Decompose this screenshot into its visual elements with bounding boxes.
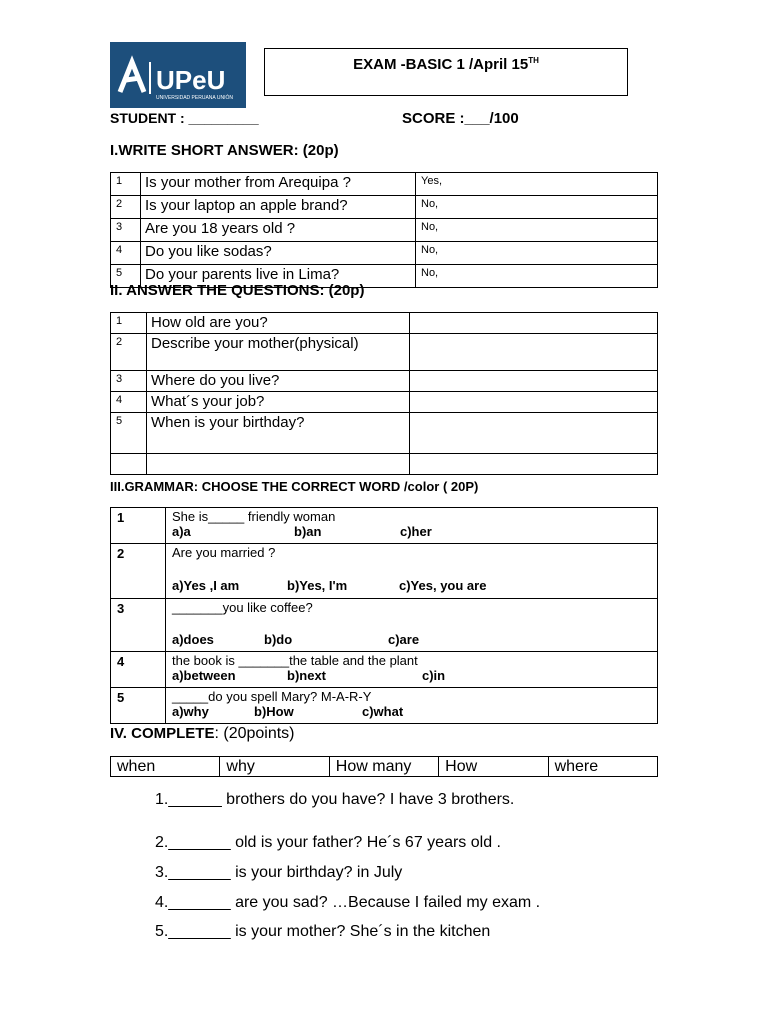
option-a[interactable]: a)between <box>172 668 236 683</box>
university-logo <box>110 42 246 108</box>
table-row <box>111 334 658 371</box>
item-content <box>166 652 658 688</box>
question-text: Do your parents live in Lima? <box>141 265 416 288</box>
item-content <box>166 599 658 652</box>
table-row <box>111 196 658 219</box>
answer-cell[interactable]: No, <box>416 265 658 288</box>
option-c[interactable]: c)her <box>400 524 432 539</box>
item-stem: Are you married ? <box>172 545 276 560</box>
word-bank <box>110 756 658 777</box>
row-number: 5 <box>111 265 141 288</box>
word-bank-item: when <box>111 757 220 777</box>
row-number: 3 <box>111 219 141 242</box>
table-row <box>111 173 658 196</box>
item-options <box>172 632 657 648</box>
answer-questions-table <box>110 312 658 475</box>
empty-cell <box>111 454 147 475</box>
empty-cell <box>147 454 410 475</box>
option-c[interactable]: c)what <box>362 704 404 719</box>
option-b[interactable]: b)do <box>264 632 293 647</box>
section4-title-rest: : (20points) <box>214 725 295 742</box>
answer-cell[interactable] <box>410 334 658 371</box>
word-bank-item: where <box>548 757 657 777</box>
table-row <box>111 757 658 777</box>
table-row <box>111 313 658 334</box>
answer-cell[interactable] <box>410 454 658 475</box>
word-bank-item: How <box>439 757 548 777</box>
section4-title <box>110 725 295 743</box>
word-bank-item: How many <box>329 757 438 777</box>
answer-cell[interactable]: Yes, <box>416 173 658 196</box>
question-text: Is your mother from Arequipa ? <box>141 173 416 196</box>
item-stem: _____do you spell Mary? M-A-R-Y <box>172 689 372 704</box>
section4-title-bold: IV. COMPLETE <box>110 725 215 742</box>
table-row <box>111 652 658 688</box>
exercise-item: 1.______ brothers do you have? I have 3 brothers. <box>155 791 515 808</box>
item-stem: She is_____ friendly woman <box>172 509 336 524</box>
row-number: 2 <box>111 196 141 219</box>
item-number: 3 <box>111 599 166 652</box>
student-label: STUDENT : _________ <box>110 110 259 126</box>
table-row <box>111 544 658 599</box>
item-options <box>172 578 657 594</box>
item-content <box>166 544 658 599</box>
question-text: Describe your mother(physical) <box>147 334 410 371</box>
row-number: 4 <box>111 242 141 265</box>
score-label: SCORE :___/100 <box>402 110 519 127</box>
table-row <box>111 454 658 475</box>
section3-title: III.GRAMMAR: CHOOSE THE CORRECT WORD /color ( 20P) <box>110 479 479 494</box>
exam-title-box <box>264 48 628 96</box>
item-options <box>172 524 657 540</box>
option-b[interactable]: b)next <box>287 668 326 683</box>
option-a[interactable]: a)Yes ,I am <box>172 578 240 593</box>
exam-title-superscript: TH <box>528 56 539 65</box>
exercise-item: 3._______ is your birthday? in July <box>155 864 403 881</box>
answer-cell[interactable]: No, <box>416 219 658 242</box>
option-a[interactable]: a)a <box>172 524 191 539</box>
answer-cell[interactable]: No, <box>416 242 658 265</box>
exam-title: EXAM -BASIC 1 /April 15TH <box>353 56 539 73</box>
option-a[interactable]: a)does <box>172 632 214 647</box>
row-number: 5 <box>111 413 147 454</box>
logo-subtext: UNIVERSIDAD PERUANA UNIÓN <box>156 95 233 101</box>
item-number: 1 <box>111 508 166 544</box>
table-row <box>111 508 658 544</box>
exercise-item: 2._______ old is your father? He´s 67 years old . <box>155 834 501 851</box>
logo-text: UPeU <box>156 65 226 95</box>
item-content <box>166 688 658 724</box>
option-c[interactable]: c)Yes, you are <box>399 578 487 593</box>
question-text: What´s your job? <box>147 392 410 413</box>
option-b[interactable]: b)How <box>254 704 294 719</box>
row-number: 3 <box>111 371 147 392</box>
answer-cell[interactable] <box>410 392 658 413</box>
row-number: 2 <box>111 334 147 371</box>
question-text: Where do you live? <box>147 371 410 392</box>
item-stem: _______you like coffee? <box>172 600 313 615</box>
item-content <box>166 508 658 544</box>
item-options <box>172 704 657 720</box>
row-number: 1 <box>111 313 147 334</box>
exercise-item: 4._______ are you sad? …Because I failed my exam . <box>155 894 541 911</box>
table-row <box>111 242 658 265</box>
row-number: 4 <box>111 392 147 413</box>
question-text: Is your laptop an apple brand? <box>141 196 416 219</box>
item-number: 4 <box>111 652 166 688</box>
item-options <box>172 668 657 684</box>
option-b[interactable]: b)Yes, I'm <box>287 578 348 593</box>
exercise-item: 5._______ is your mother? She´s in the kitchen <box>155 923 491 940</box>
table-row <box>111 688 658 724</box>
option-b[interactable]: b)an <box>294 524 322 539</box>
table-row <box>111 371 658 392</box>
answer-cell[interactable] <box>410 313 658 334</box>
question-text: How old are you? <box>147 313 410 334</box>
table-row <box>111 219 658 242</box>
item-number: 2 <box>111 544 166 599</box>
option-c[interactable]: c)are <box>388 632 420 647</box>
answer-cell[interactable]: No, <box>416 196 658 219</box>
item-stem: the book is _______the table and the plant <box>172 653 418 668</box>
section1-title: I.WRITE SHORT ANSWER: (20p) <box>110 142 339 159</box>
answer-cell[interactable] <box>410 371 658 392</box>
question-text: When is your birthday? <box>147 413 410 454</box>
short-answer-table <box>110 172 658 288</box>
question-text: Do you like sodas? <box>141 242 416 265</box>
option-a[interactable]: a)why <box>172 704 209 719</box>
grammar-table <box>110 507 658 724</box>
item-number: 5 <box>111 688 166 724</box>
word-bank-item: why <box>220 757 329 777</box>
section2-title: II. ANSWER THE QUESTIONS: (20p) <box>110 282 365 299</box>
table-row <box>111 392 658 413</box>
row-number: 1 <box>111 173 141 196</box>
answer-cell[interactable] <box>410 413 658 454</box>
table-row <box>111 599 658 652</box>
option-c[interactable]: c)in <box>422 668 446 683</box>
question-text: Are you 18 years old ? <box>141 219 416 242</box>
table-row <box>111 413 658 454</box>
